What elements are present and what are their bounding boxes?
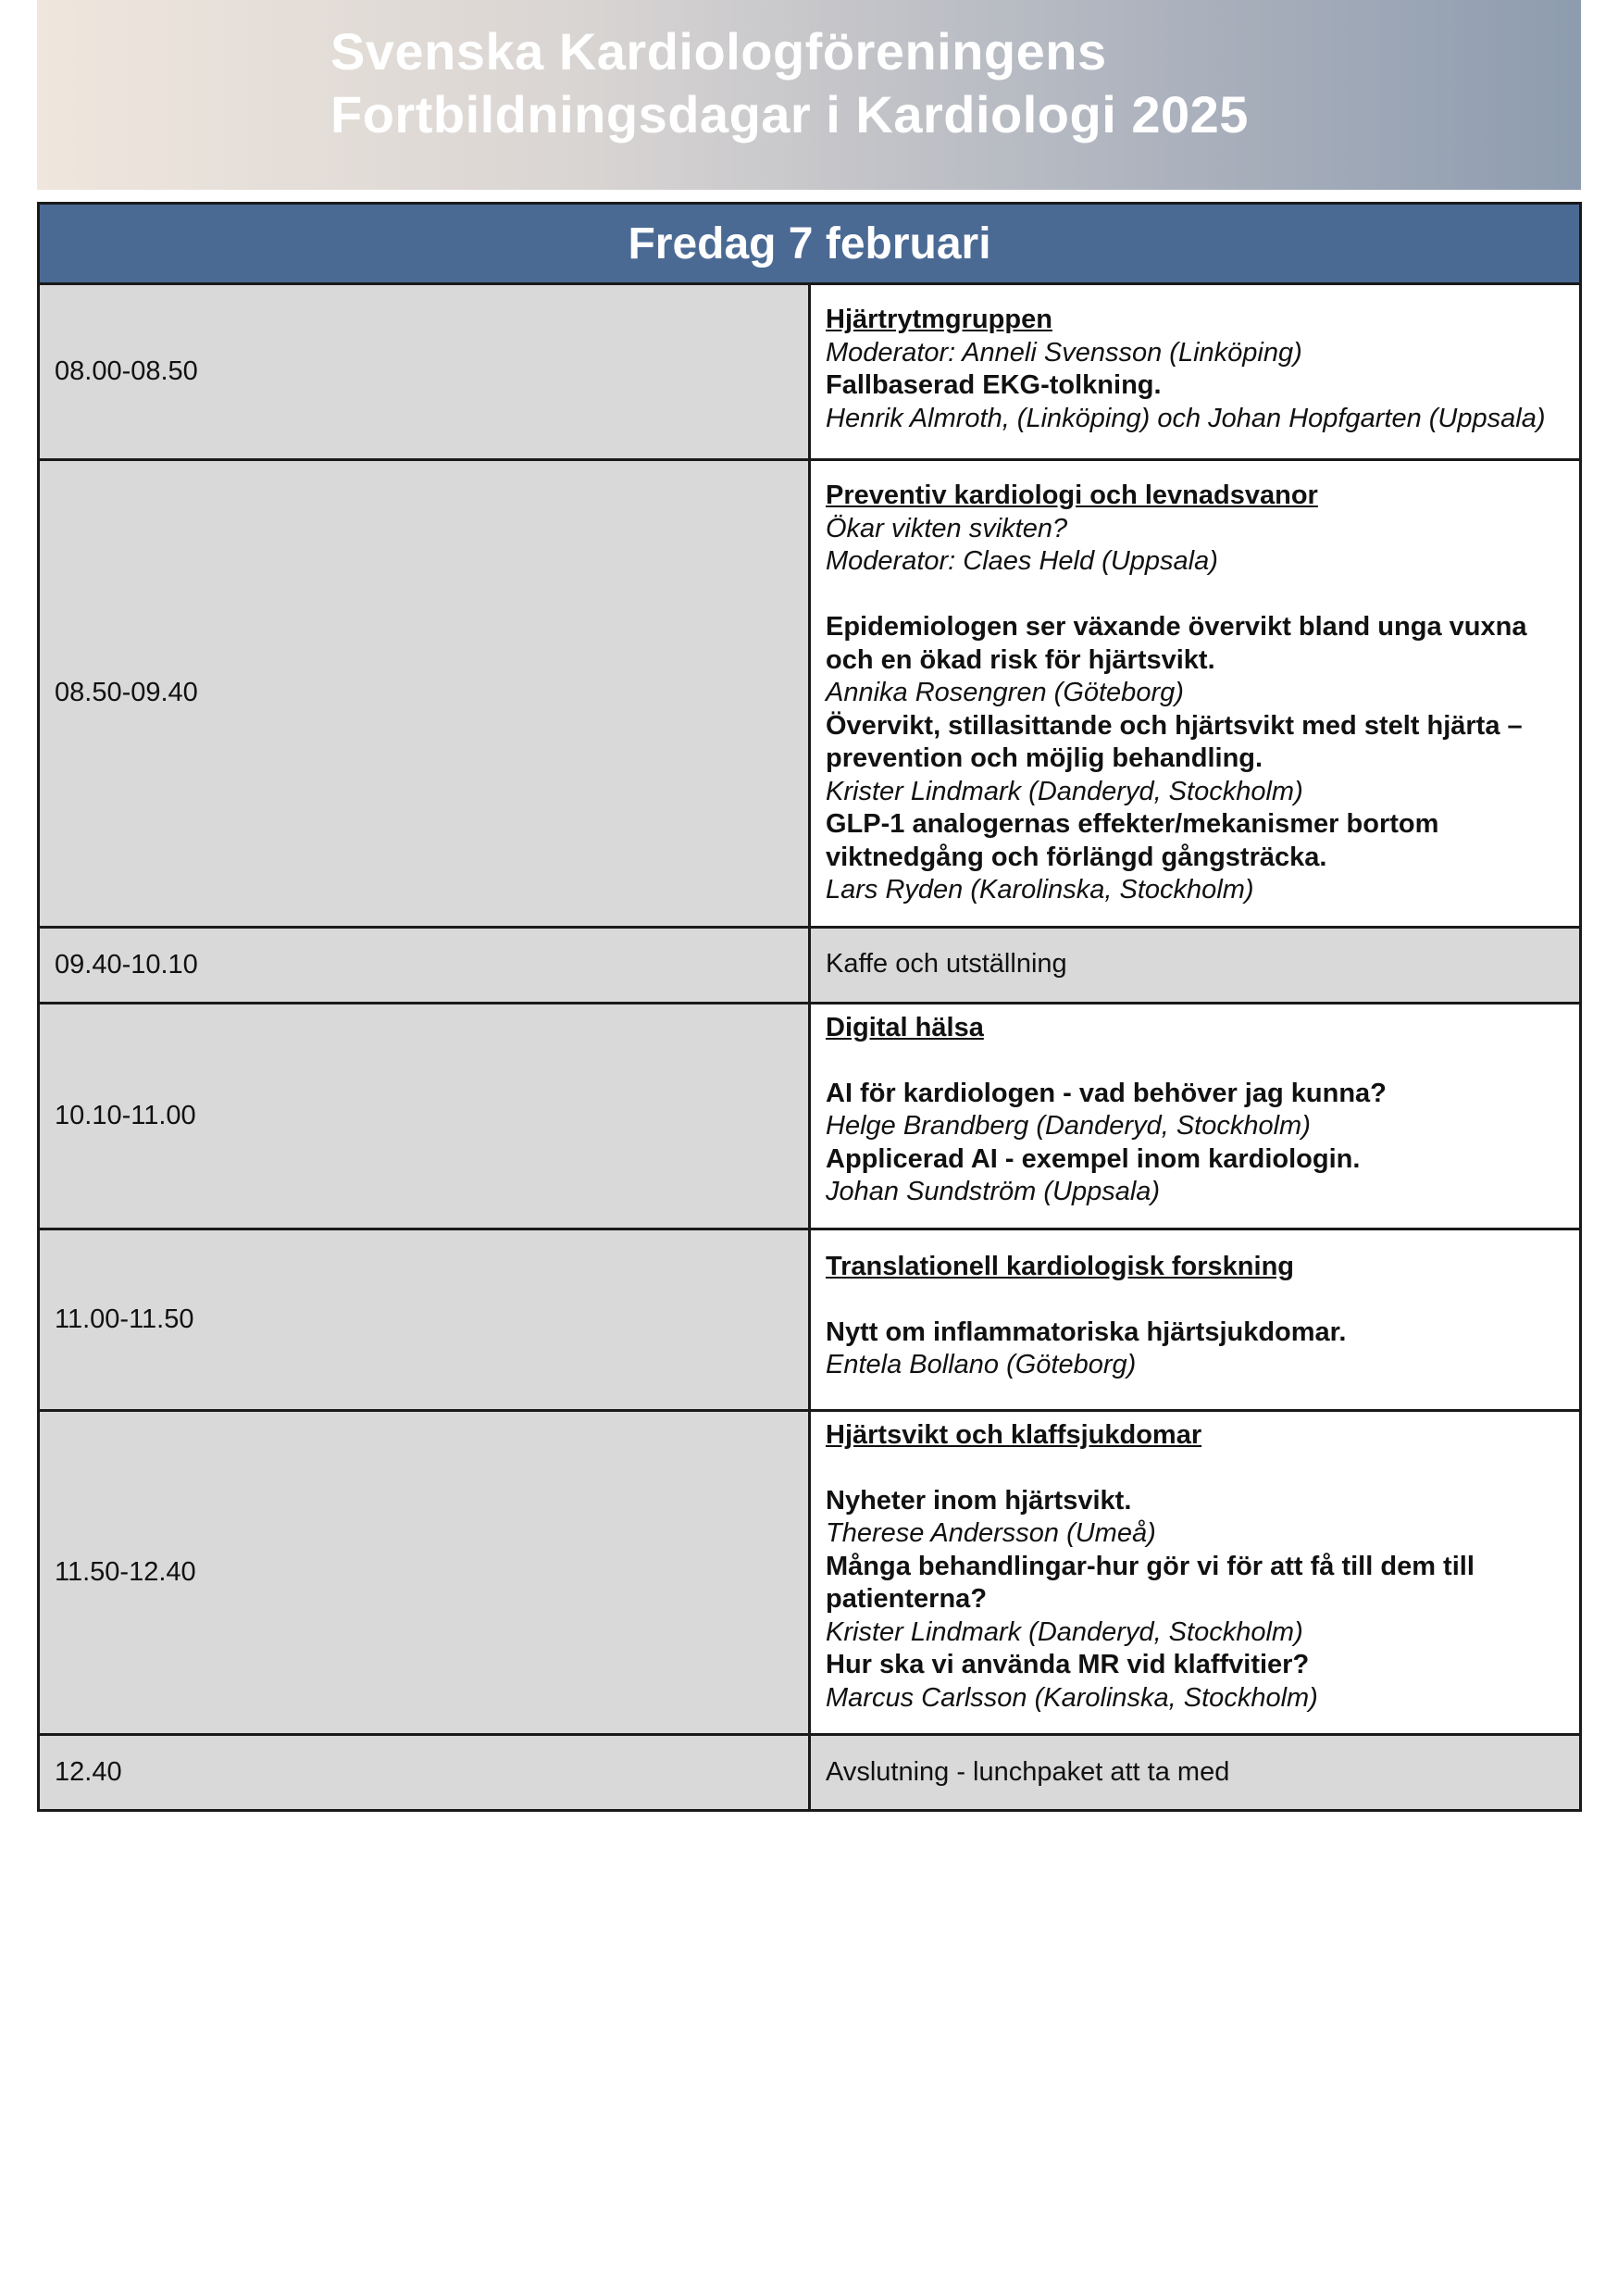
talk-title: Applicerad AI - exempel inom kardiologin. xyxy=(826,1143,1361,1174)
session-content xyxy=(810,1410,1581,1735)
header-banner xyxy=(37,0,1581,190)
talk-title: Nyheter inom hjärtsvikt. xyxy=(826,1485,1132,1516)
talk-title: AI för kardiologen - vad behöver jag kunna? xyxy=(826,1078,1387,1108)
session-time: 08.00-08.50 xyxy=(39,284,810,460)
talk-speakers: Krister Lindmark (Danderyd, Stockholm) xyxy=(826,1616,1303,1647)
session-time: 12.40 xyxy=(39,1735,810,1811)
session-row xyxy=(39,460,1581,928)
session-time: 10.10-11.00 xyxy=(39,1003,810,1229)
talk-speakers: Therese Andersson (Umeå) xyxy=(826,1518,1156,1548)
session-time: 11.50-12.40 xyxy=(39,1410,810,1735)
session-moderator: Moderator: Anneli Svensson (Linköping) xyxy=(826,337,1302,368)
session-row xyxy=(39,284,1581,460)
title-line-1: Svenska Kardiologföreningens xyxy=(330,22,1107,81)
talk-title: Nytt om inflammatoriska hjärtsjukdomar. xyxy=(826,1316,1347,1347)
session-content xyxy=(810,284,1581,460)
session-content xyxy=(810,1003,1581,1229)
talk-title: Fallbaserad EKG-tolkning. xyxy=(826,370,1162,400)
talk-speakers: Henrik Almroth, (Linköping) och Johan Hopfgarten (Uppsala) xyxy=(826,403,1546,433)
session-text: Avslutning - lunchpaket att ta med xyxy=(810,1735,1581,1811)
talk-speakers: Marcus Carlsson (Karolinska, Stockholm) xyxy=(826,1682,1318,1713)
talk-speakers: Annika Rosengren (Göteborg) xyxy=(826,678,1184,707)
session-title: Translationell kardiologisk forskning xyxy=(826,1251,1294,1281)
session-time: 09.40-10.10 xyxy=(39,927,810,1003)
spacer xyxy=(826,1452,1564,1485)
talk-title: Hur ska vi använda MR vid klaffvitier? xyxy=(826,1650,1310,1679)
title-line-2: Fortbildningsdagar i Kardiologi 2025 xyxy=(330,85,1249,144)
session-subtitle: Ökar vikten svikten? xyxy=(826,513,1068,543)
session-row xyxy=(39,1003,1581,1229)
talk-speakers: Helge Brandberg (Danderyd, Stockholm) xyxy=(826,1111,1311,1141)
page-title xyxy=(330,20,1249,146)
session-title: Hjärtrytmgruppen xyxy=(826,305,1052,334)
session-title: Preventiv kardiologi och levnadsvanor xyxy=(826,480,1318,510)
session-time: 11.00-11.50 xyxy=(39,1229,810,1410)
session-row xyxy=(39,1735,1581,1811)
schedule-table xyxy=(37,202,1582,1812)
spacer xyxy=(826,579,1564,612)
session-row xyxy=(39,927,1581,1003)
session-title: Digital hälsa xyxy=(826,1012,984,1042)
talk-speakers: Krister Lindmark (Danderyd, Stockholm) xyxy=(826,776,1303,806)
session-row xyxy=(39,1229,1581,1410)
talk-speakers: Lars Ryden (Karolinska, Stockholm) xyxy=(826,875,1254,905)
talk-title: GLP-1 analogernas effekter/mekanismer bortom viktnedgång och förlängd gångsträcka. xyxy=(826,809,1439,872)
session-content xyxy=(810,460,1581,928)
session-moderator: Moderator: Claes Held (Uppsala) xyxy=(826,546,1218,576)
spacer xyxy=(826,1283,1564,1316)
spacer xyxy=(826,1044,1564,1078)
talk-title: Många behandlingar-hur gör vi för att få till dem till patienterna? xyxy=(826,1551,1475,1614)
session-row xyxy=(39,1410,1581,1735)
session-text: Kaffe och utställning xyxy=(810,927,1581,1003)
session-content xyxy=(810,1229,1581,1410)
day-header: Fredag 7 februari xyxy=(39,204,1581,284)
talk-title: Övervikt, stillasittande och hjärtsvikt med stelt hjärta – prevention och möjlig behandling. xyxy=(826,710,1523,773)
day-header-row xyxy=(39,204,1581,284)
talk-title: Epidemiologen ser växande övervikt bland unga vuxna och en ökad risk för hjärtsvikt. xyxy=(826,612,1527,675)
session-title: Hjärtsvikt och klaffsjukdomar xyxy=(826,1419,1202,1450)
talk-speakers: Entela Bollano (Göteborg) xyxy=(826,1350,1137,1379)
talk-speakers: Johan Sundström (Uppsala) xyxy=(826,1177,1161,1206)
session-time: 08.50-09.40 xyxy=(39,460,810,928)
